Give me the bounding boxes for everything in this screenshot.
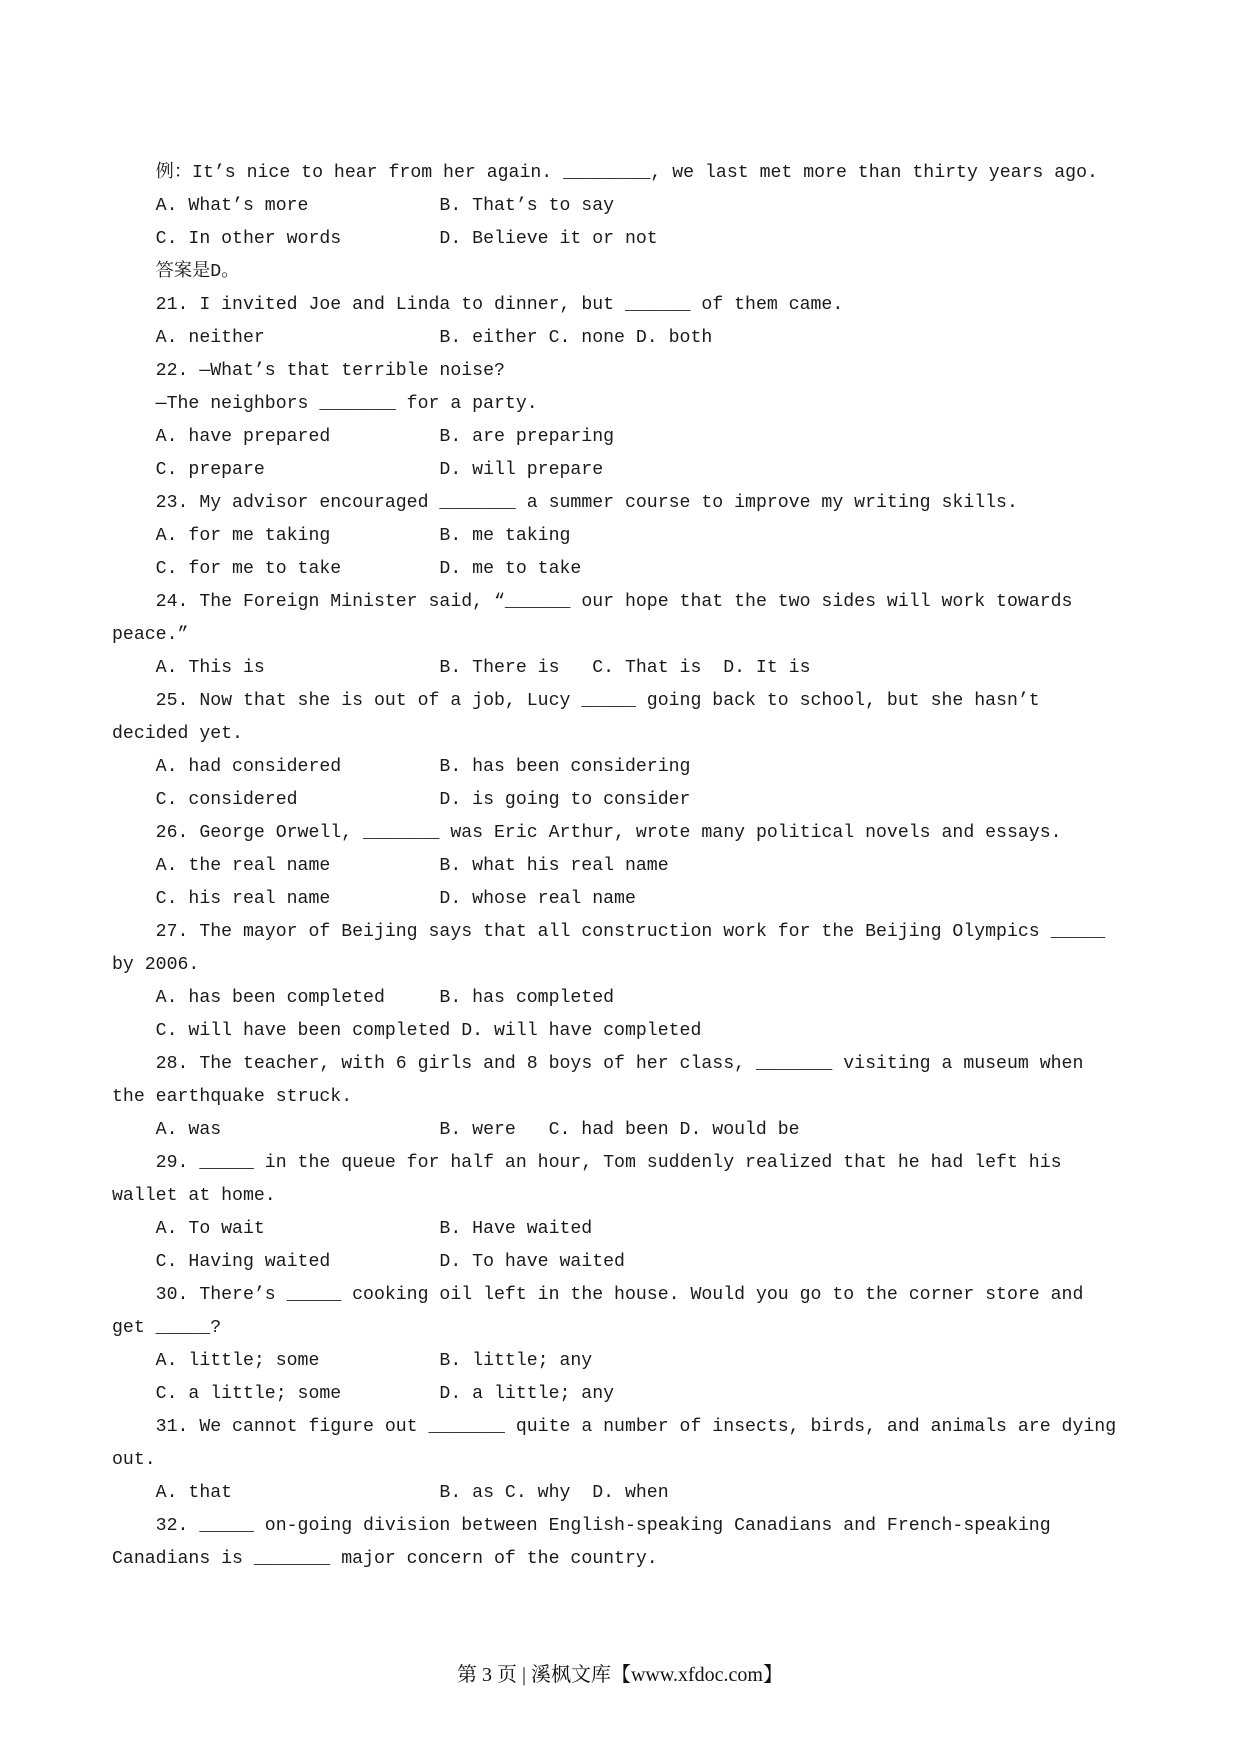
question-stem-line: —The neighbors _______ for a party. — [155, 394, 538, 414]
question-26 — [112, 817, 1222, 916]
question-stem-line: 24. The Foreign Minister said, “______ our hope that the two sides will work towards — [155, 592, 1073, 612]
option-left: C. considered — [155, 790, 298, 810]
option-left: A. was — [155, 1120, 222, 1140]
option-row — [112, 850, 1222, 883]
option-left: C. Having waited — [155, 1252, 331, 1272]
question-25 — [112, 685, 1222, 817]
option-right: B. me taking — [439, 526, 571, 546]
option-row — [112, 1213, 1222, 1246]
option-right: D. whose real name — [439, 889, 636, 909]
option-row — [112, 1246, 1222, 1279]
option-left: C. his real name — [155, 889, 331, 909]
option-row — [112, 322, 1222, 355]
question-stem-continuation: the earthquake struck. — [112, 1087, 353, 1107]
question-32 — [112, 1510, 1222, 1576]
option-right: B. little; any — [439, 1351, 593, 1371]
option-row — [112, 982, 1222, 1015]
question-29 — [112, 1147, 1222, 1279]
option-left: C. for me to take — [155, 559, 342, 579]
question-stem-line: 21. I invited Joe and Linda to dinner, but ______ of them came. — [155, 295, 844, 315]
example-stem: 例：It’s nice to hear from her again. ________, we last met more than thirty years ago. — [155, 163, 1098, 183]
option-right: B. what his real name — [439, 856, 669, 876]
option-row — [112, 190, 1222, 223]
option-row — [112, 520, 1222, 553]
option-right: B. are preparing — [439, 427, 615, 447]
option-row — [112, 1378, 1222, 1411]
question-stem-continuation: wallet at home. — [112, 1186, 276, 1206]
option-row — [112, 883, 1222, 916]
option-right: D. me to take — [439, 559, 582, 579]
option-row — [112, 454, 1222, 487]
option-row — [112, 751, 1222, 784]
question-21 — [112, 289, 1222, 355]
question-stem-line: 31. We cannot figure out _______ quite a number of insects, birds, and animals are dying — [155, 1417, 1117, 1437]
option-left: A. This is — [155, 658, 265, 678]
question-stem-continuation: out. — [112, 1450, 156, 1470]
option-right: B. That’s to say — [439, 196, 615, 216]
question-23 — [112, 487, 1222, 586]
option-right: D. will prepare — [439, 460, 604, 480]
question-stem-line: 30. There’s _____ cooking oil left in the house. Would you go to the corner store and — [155, 1285, 1084, 1305]
question-stem-line: 29. _____ in the queue for half an hour, Tom suddenly realized that he had left his — [155, 1153, 1062, 1173]
question-stem-line: 32. _____ on-going division between English-speaking Canadians and French-speaking — [155, 1516, 1051, 1536]
option-right: D. is going to consider — [439, 790, 691, 810]
option-row — [112, 652, 1222, 685]
example-block — [112, 157, 1222, 289]
page-footer: 第 3 页 | 溪枫文库【www.xfdoc.com】 — [456, 1664, 783, 1686]
question-28 — [112, 1048, 1222, 1147]
question-stem-line: 22. —What’s that terrible noise? — [155, 361, 505, 381]
question-30 — [112, 1279, 1222, 1411]
option-right: B. has completed — [439, 988, 615, 1008]
option-left: A. To wait — [155, 1219, 265, 1239]
option-row — [112, 1477, 1222, 1510]
option-left: A. has been completed — [155, 988, 385, 1008]
option-left: C. a little; some — [155, 1384, 342, 1404]
option-left: A. the real name — [155, 856, 331, 876]
option-left: A. What’s more — [155, 196, 309, 216]
option-right: B. as C. why D. when — [439, 1483, 669, 1503]
question-stem-line: 26. George Orwell, _______ was Eric Arthur, wrote many political novels and essays. — [155, 823, 1062, 843]
question-stem-line: 25. Now that she is out of a job, Lucy _____ going back to school, but she hasn’t — [155, 691, 1040, 711]
question-stem-continuation: peace.” — [112, 625, 189, 645]
option-right: D. To have waited — [439, 1252, 625, 1272]
option-row — [112, 784, 1222, 817]
option-right: B. has been considering — [439, 757, 691, 777]
option-row — [112, 223, 1222, 256]
option-row — [112, 421, 1222, 454]
question-stem-line: 23. My advisor encouraged _______ a summer course to improve my writing skills. — [155, 493, 1018, 513]
document-body — [112, 157, 1222, 1576]
option-right: B. either C. none D. both — [439, 328, 713, 348]
option-left: A. neither — [155, 328, 265, 348]
question-stem-line: 27. The mayor of Beijing says that all construction work for the Beijing Olympics _____ — [155, 922, 1106, 942]
question-27 — [112, 916, 1222, 1048]
question-stem-continuation: get _____? — [112, 1318, 222, 1338]
example-answer: 答案是D。 — [155, 262, 240, 282]
question-31 — [112, 1411, 1222, 1510]
option-right: B. were C. had been D. would be — [439, 1120, 800, 1140]
option-right: D. Believe it or not — [439, 229, 658, 249]
question-22 — [112, 355, 1222, 487]
option-right: B. Have waited — [439, 1219, 593, 1239]
option-left: C. In other words — [155, 229, 342, 249]
option-row — [112, 1345, 1222, 1378]
option-row — [112, 553, 1222, 586]
option-left: A. little; some — [155, 1351, 320, 1371]
option-left: A. had considered — [155, 757, 342, 777]
question-stem-continuation: decided yet. — [112, 724, 243, 744]
option-combined: C. will have been completed D. will have completed — [155, 1021, 702, 1041]
option-left: A. for me taking — [155, 526, 331, 546]
question-24 — [112, 586, 1222, 685]
option-row — [112, 1114, 1222, 1147]
question-stem-continuation: by 2006. — [112, 955, 200, 975]
option-left: A. have prepared — [155, 427, 331, 447]
option-left: C. prepare — [155, 460, 265, 480]
question-stem-line: 28. The teacher, with 6 girls and 8 boys of her class, _______ visiting a museum when — [155, 1054, 1084, 1074]
question-stem-continuation: Canadians is _______ major concern of the country. — [112, 1549, 658, 1569]
option-row — [112, 1015, 1222, 1048]
option-right: B. There is C. That is D. It is — [439, 658, 811, 678]
option-left: A. that — [155, 1483, 233, 1503]
option-right: D. a little; any — [439, 1384, 615, 1404]
